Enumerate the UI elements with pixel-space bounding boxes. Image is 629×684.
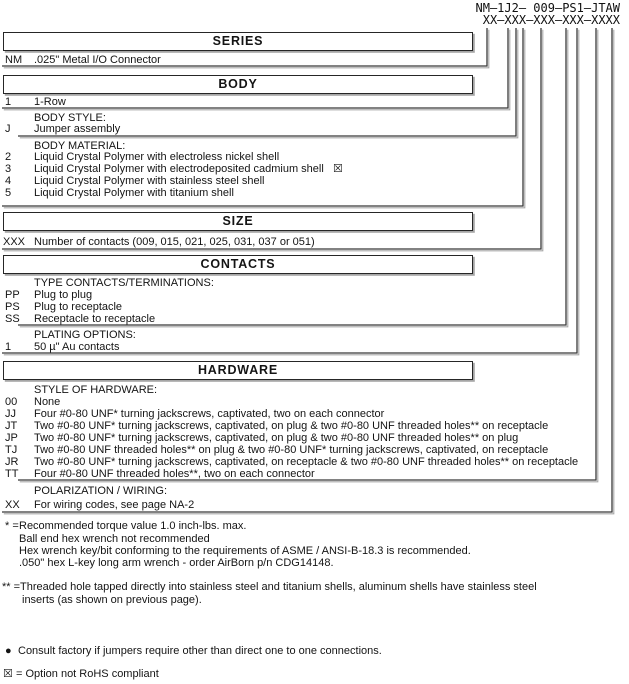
hardware-style-row	[0, 396, 629, 408]
row-desc: Plug to plug	[34, 289, 93, 301]
row-code: 3	[5, 163, 12, 175]
plating-row	[0, 341, 629, 353]
body-row	[0, 96, 629, 108]
rohs-legend-note: = Option not RoHS compliant	[16, 668, 159, 680]
hardware-style-row	[0, 444, 629, 456]
bullet-icon: ●	[5, 645, 12, 657]
row-code: SS	[5, 313, 20, 325]
not-rohs-compliant-icon: ☒	[3, 668, 13, 680]
contacts-header: CONTACTS	[3, 255, 473, 274]
body-style-subheader: BODY STYLE:	[34, 112, 106, 124]
row-code: 2	[5, 151, 12, 163]
row-desc: Four #0-80 UNF threaded holes**, two on each connector	[34, 468, 315, 480]
row-code: JJ	[5, 408, 16, 420]
row-desc: Liquid Crystal Polymer with titanium shell	[34, 187, 234, 199]
body-material-row	[0, 151, 629, 163]
row-code: TT	[5, 468, 19, 480]
hardware-style-row	[0, 432, 629, 444]
row-desc: Four #0-80 UNF* turning jackscrews, captivated, two on each connector	[34, 408, 385, 420]
not-rohs-compliant-icon: ☒	[333, 163, 343, 175]
double-star-prefix: ** =	[2, 581, 21, 593]
row-desc: Liquid Crystal Polymer with electroless nickel shell	[34, 151, 280, 163]
contacts-type-row	[0, 301, 629, 313]
series-row	[0, 54, 629, 66]
row-desc: Two #0-80 UNF* turning jackscrews, captivated, on plug & two #0-80 UNF threaded holes** on plug	[34, 432, 519, 444]
part-number-example: NM–1J2– 009–PS1–JTAW	[475, 1, 620, 15]
row-code: XXX	[3, 236, 26, 248]
row-code: 1	[5, 96, 12, 108]
row-code: PS	[5, 301, 20, 313]
consult-factory-note: Consult factory if jumpers require other than direct one to one connections.	[18, 645, 382, 657]
contacts-type-subheader: TYPE CONTACTS/TERMINATIONS:	[34, 277, 214, 289]
row-code: 1	[5, 341, 12, 353]
row-desc: Jumper assembly	[34, 123, 121, 135]
hardware-style-row	[0, 468, 629, 480]
footnote-line: Hex wrench key/bit conforming to the requirements of ASME / ANSI-B-18.3 is recommended.	[19, 545, 471, 557]
row-desc: Liquid Crystal Polymer with electrodeposited cadmium shell	[34, 163, 324, 175]
row-code: XX	[5, 499, 20, 511]
row-code: JR	[5, 456, 19, 468]
row-desc: Two #0-80 UNF* turning jackscrews, captivated, on receptacle & two #0-80 UNF threaded holes** on receptacle	[34, 456, 579, 468]
body-material-row	[0, 187, 629, 199]
part-number-template: XX–XXX–XXX–XXX–XXXX	[482, 13, 620, 27]
row-desc: Number of contacts (009, 015, 021, 025, 031, 037 or 051)	[34, 236, 315, 248]
footnote-line: Recommended torque value 1.0 inch-lbs. max.	[19, 520, 247, 532]
size-header: SIZE	[3, 212, 473, 231]
body-style-row	[0, 123, 629, 135]
body-header: BODY	[3, 75, 473, 94]
row-code: JP	[5, 432, 18, 444]
row-code: NM	[5, 54, 23, 66]
polarization-subheader: POLARIZATION / WIRING:	[34, 485, 168, 497]
row-code: TJ	[5, 444, 18, 456]
row-desc: 1-Row	[34, 96, 66, 108]
row-code: 5	[5, 187, 12, 199]
row-code: PP	[5, 289, 20, 301]
row-desc: 50 µ" Au contacts	[34, 341, 120, 353]
body-material-subheader: BODY MATERIAL:	[34, 140, 126, 152]
row-desc: For wiring codes, see page NA-2	[34, 499, 195, 511]
polarization-row	[0, 499, 629, 511]
body-material-row	[0, 175, 629, 187]
row-desc: Receptacle to receptacle	[34, 313, 156, 325]
hardware-style-row	[0, 420, 629, 432]
row-code: 00	[5, 396, 18, 408]
hardware-header: HARDWARE	[3, 361, 473, 380]
hardware-style-subheader: STYLE OF HARDWARE:	[34, 384, 158, 396]
row-desc: Two #0-80 UNF* turning jackscrews, captivated, on plug & two #0-80 UNF threaded holes** on receptacle	[34, 420, 549, 432]
contacts-type-row	[0, 313, 629, 325]
row-desc: Two #0-80 UNF threaded holes** on plug & two #0-80 UNF* turning jackscrews, captivated, on receptacle	[34, 444, 549, 456]
contacts-type-row	[0, 289, 629, 301]
row-code: 4	[5, 175, 12, 187]
footnote-line: Threaded hole tapped directly into stainless steel and titanium shells, aluminum shells have stainless steel	[20, 581, 537, 593]
hardware-style-row	[0, 456, 629, 468]
size-row	[0, 236, 629, 248]
row-desc: .025" Metal I/O Connector	[34, 54, 161, 66]
footnote-line: Ball end hex wrench not recommended	[19, 533, 210, 545]
row-desc: Liquid Crystal Polymer with stainless steel shell	[34, 175, 265, 187]
row-code: JT	[5, 420, 18, 432]
row-desc: Plug to receptacle	[34, 301, 123, 313]
row-desc: None	[34, 396, 61, 408]
row-code: J	[5, 123, 11, 135]
footnote-line: .050" hex L-key long arm wrench - order AirBorn p/n CDG14148.	[19, 557, 334, 569]
plating-subheader: PLATING OPTIONS:	[34, 329, 136, 341]
footnote-line: inserts (as shown on previous page).	[22, 594, 202, 606]
hardware-style-row	[0, 408, 629, 420]
series-header: SERIES	[3, 32, 473, 51]
body-material-row	[0, 163, 629, 175]
single-star-prefix: * =	[5, 520, 19, 532]
